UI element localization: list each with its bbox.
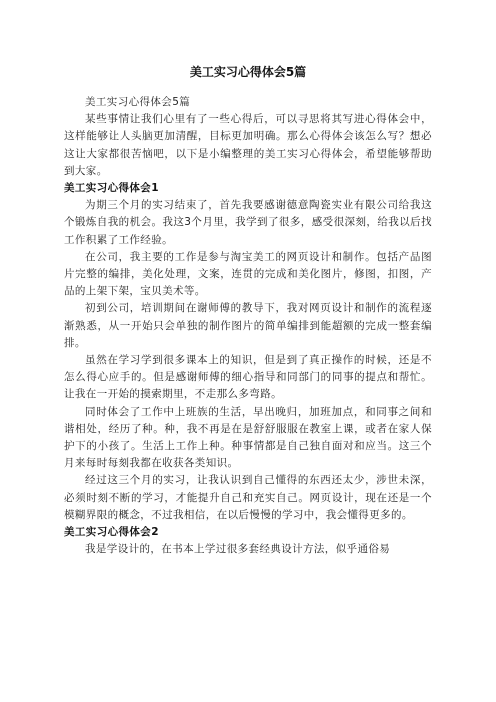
- section-1-paragraph: 为期三个月的实习结束了，首先我要感谢德意陶瓷实业有限公司给我这个锻炼自我的机会。我这3个月里，我学到了很多，感受很深刻，给我以后找工作积累了工作经验。: [64, 199, 432, 246]
- section-1-paragraph: 经过这三个月的实习，让我认识到自己懂得的东西还太少，涉世未深，必须时刻不断的学习，才能提升自己和充实自己。网页设计，现在还是一个模糊界限的概念，不过我相信，在以后慢慢的学习中，我会懂得更多的。: [64, 474, 432, 521]
- section-1-paragraph: 虽然在学习学到很多课本上的知识，但是到了真正操作的时候，还是不怎么得心应手的。但是感谢师傅的细心指导和同部门的同事的提点和帮忙。让我在一开始的摸索期里，不走那么多弯路。: [64, 354, 432, 401]
- section-1-paragraph: 同时体会了工作中上班族的生活，早出晚归，加班加点，和同事之间和谐相处，经历了种。种，我不再是在是舒舒服服在教室上课，或者在家人保护下的小孩了。生活上工作上种。种事情都是自己独自面对和应当。这三个月来每时每刻我都在收获各类知识。: [64, 405, 432, 470]
- intro-subtitle: 美工实习心得体会5篇: [85, 96, 191, 108]
- document-title: 美工实习心得体会5篇: [189, 65, 307, 79]
- section-heading-1: 美工实习心得体会1: [64, 182, 159, 195]
- section-heading-2: 美工实习心得体会2: [64, 526, 159, 539]
- section-2-paragraph: 我是学设计的，在书本上学过很多套经典设计方法，似乎通俗易: [85, 543, 391, 556]
- intro-paragraph: 某些事情让我们心里有了一些心得后，可以寻思将其写进心得体会中，这样能够让人头脑更加清醒，目标更加明确。那么心得体会该怎么写？想必这让大家都很苦恼吧，以下是小编整理的美工实习心得体会，希望能够帮助到大家。: [64, 113, 432, 177]
- document-body: [64, 94, 432, 558]
- section-1-paragraph: 在公司，我主要的工作是参与淘宝美工的网页设计和制作。包括产品图片完整的编排，美化处理，文案，连贯的完成和美化图片，修图，扣图，产品的上架下架，宝贝美术等。: [64, 250, 432, 298]
- section-1-paragraph: 初到公司，培训期间在谢师傅的教导下，我对网页设计和制作的流程逐渐熟悉，从一开始只会单独的制作图片的简单编排到能超额的完成一整套编排。: [64, 302, 432, 349]
